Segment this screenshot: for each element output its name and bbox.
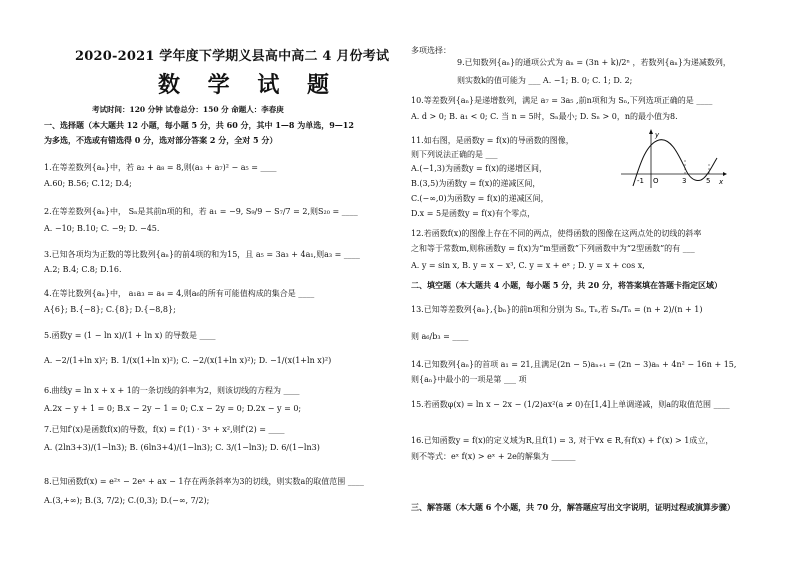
q3-stem: 3.已知各项均为正数的等比数列{aₙ}的前4项的和为15，且 a₅ = 3a₃ + 4a₁,则a₃ = ____ (44, 250, 360, 259)
q5-options: A. −2/(1+ln x)²; B. 1/(x(1+ln x)²); C. −2/(x(1+ln x)²); D. −1/(x(1+ln x)²) (44, 356, 332, 365)
q8-options: A.(3,+∞); B.(3, 7/2); C.(0,3); D.(−∞, 7/2); (44, 496, 210, 505)
q8-stem: 8.已知函数f(x) = e²ˣ − 2eˣ + ax − 1存在两条斜率为3的切线，则实数a的取值范围 ____ (44, 477, 364, 486)
q3-options: A.2; B.4; C.8; D.16. (44, 265, 122, 274)
subject-title: 数 学 试 题 (158, 72, 339, 98)
q4-options: A{6}; B.{−8}; C.{8}; D.{−8,8}; (44, 305, 176, 314)
q6-options: A.2x − y + 1 = 0; B.x − 2y − 1 = 0; C.x − 2y = 0; D.2x − y = 0; (44, 404, 302, 413)
q15-line1: 15.若函数φ(x) = ln x − 2x − (1/2)ax²(a ≠ 0)在[1,4]上单调递减，则a的取值范围 ____ (411, 400, 730, 409)
q10-stem: 10.等差数列{aₙ}是递增数列，满足 a₇ = 3a₅ ,前n项和为 Sₙ,下列选项正确的是 ____ (411, 96, 713, 105)
q12-options: A. y = sin x, B. y = x − x³, C. y = x + eˣ ; D. y = x + cos x, (411, 261, 645, 270)
q11-option-a: A.(−1,3)为函数y = f(x)的递增区间， (411, 164, 548, 173)
q13-line2: 则 a₆/b₃ = ____ (411, 332, 469, 341)
q5-stem: 5.函数y = (1 − ln x)/(1 + ln x) 的导数是 ____ (44, 331, 216, 340)
q2-options: A. −10; B.10; C. −9; D. −45. (44, 224, 160, 233)
q14-line1: 14.已知数列{aₙ}的首项 a₁ = 21,且满足(2n − 5)aₙ₊₁ = (2n − 3)aₙ + 4n² − 16n + 15, (411, 360, 737, 369)
q9-options: 则实数k的值可能为 ___ A. −1; B. 0; C. 1; D. 2; (457, 76, 633, 85)
q7-options: A. (2ln3+3)/(1−ln3); B. (6ln3+4)/(1−ln3); C. 3/(1−ln3); D. 6/(1−ln3) (44, 443, 320, 452)
section2-heading: 二、填空题（本大题共 4 小题，每小题 5 分，共 20 分，将答案填在答题卡指定区域） (411, 280, 722, 290)
q11-option-b: B.(3,5)为函数y = f(x)的递减区间， (411, 179, 541, 188)
section3-heading: 三、解答题（本大题 6 个小题，共 70 分，解答题应写出文字说明，证明过程或演算步骤） (411, 502, 735, 512)
q4-stem: 4.在等比数列{aₙ}中， a₁a₃ = a₄ = 4,则a₆的所有可能值构成的集合是 ____ (44, 289, 315, 298)
q7-stem: 7.已知f′(x)是函数f(x)的导数，f(x) = f′(1) · 3ˣ + x²,则f′(2) = ____ (44, 425, 285, 434)
derivative-curve (633, 140, 717, 186)
q6-stem: 6.曲线y = ln x + x + 1的一条切线的斜率为2，则该切线的方程为 ____ (44, 386, 300, 395)
q16-line2: 则不等式：eˣ f(x) > eˣ + 2e的解集为 ______ (411, 452, 576, 461)
q16-line1: 16.已知函数y = f(x)的定义域为R,且f(1) = 3, 对于∀x ∈ R,有f(x) + f′(x) > 1成立， (411, 436, 714, 445)
derivative-graph (619, 128, 729, 190)
q14-line2: 则{aₙ}中最小的一项是第 ___ 项 (411, 375, 527, 384)
exam-info: 考试时间：120 分钟 试卷总分：150 分 命题人：李春庚 (92, 105, 284, 114)
q11-option-d: D.x = 5是函数y = f(x)有个零点， (411, 209, 536, 218)
q2-stem: 2.在等差数列{aₙ}中， Sₙ是其前n项的和，若 a₁ = −9, S₉/9 − S₇/7 = 2,则S₂₀ = ____ (44, 207, 358, 216)
section1-heading-1: 一、选择题（本大题共 12 小题，每小题 5 分，共 60 分，其中 1—8 为单选，9—12 (44, 120, 354, 130)
q13-line1: 13.已知等差数列{aₙ},{bₙ}的前n项和分别为 Sₙ, Tₙ,若 Sₙ/Tₙ = (n + 2)/(n + 1) (411, 305, 703, 314)
q11-line2: 则下列说法正确的是 ___ (411, 150, 498, 159)
section1-heading-2: 为多选，不选或有错选得 0 分，选对部分答案 2 分，全对 5 分） (44, 135, 278, 145)
exam-title: 2020-2021 学年度下学期义县高中高二 4 月份考试 (75, 49, 390, 64)
tick-neg1: -1 (637, 177, 644, 185)
q11-option-c: C.(−∞,0)为函数y = f(x)的递减区间， (411, 194, 549, 203)
multi-choice-heading: 多项选择： (411, 46, 451, 55)
graph-y-label: y (655, 131, 660, 139)
tick-3: 3 (682, 177, 687, 185)
q12-line1: 12.若函数f(x)的图像上存在不同的两点，使得函数的图像在这两点处的切线的斜率 (411, 229, 702, 238)
tick-5: 5 (706, 177, 711, 185)
x-axis-arrow (723, 172, 727, 176)
q11-stem: 11.如右图，是函数y = f(x)的导函数的图像， (411, 136, 574, 145)
q9-stem: 9.已知数列{aₙ}的通项公式为 aₙ = (3n + k)/2ⁿ ，若数列{aₙ}为递减数列， (457, 58, 731, 67)
q1-options: A.60; B.56; C.12; D.4; (44, 179, 132, 188)
graph-x-label: x (719, 178, 724, 186)
q1-stem: 1.在等差数列{aₙ}中，若 a₂ + a₈ = 8,则(a₃ + a₇)² − a₅ = ____ (44, 163, 277, 172)
q10-options: A. d > 0; B. a₁ < 0; C. 当 n = 5时，Sₙ最小; D. Sₙ > 0，n的最小值为8. (411, 112, 678, 121)
y-axis-arrow (649, 129, 653, 134)
q12-line2: 之和等于常数m,则称函数y = f(x)为“m型函数”下列函数中为“2型函数”的有 ___ (411, 244, 695, 253)
graph-origin: O (653, 177, 659, 185)
